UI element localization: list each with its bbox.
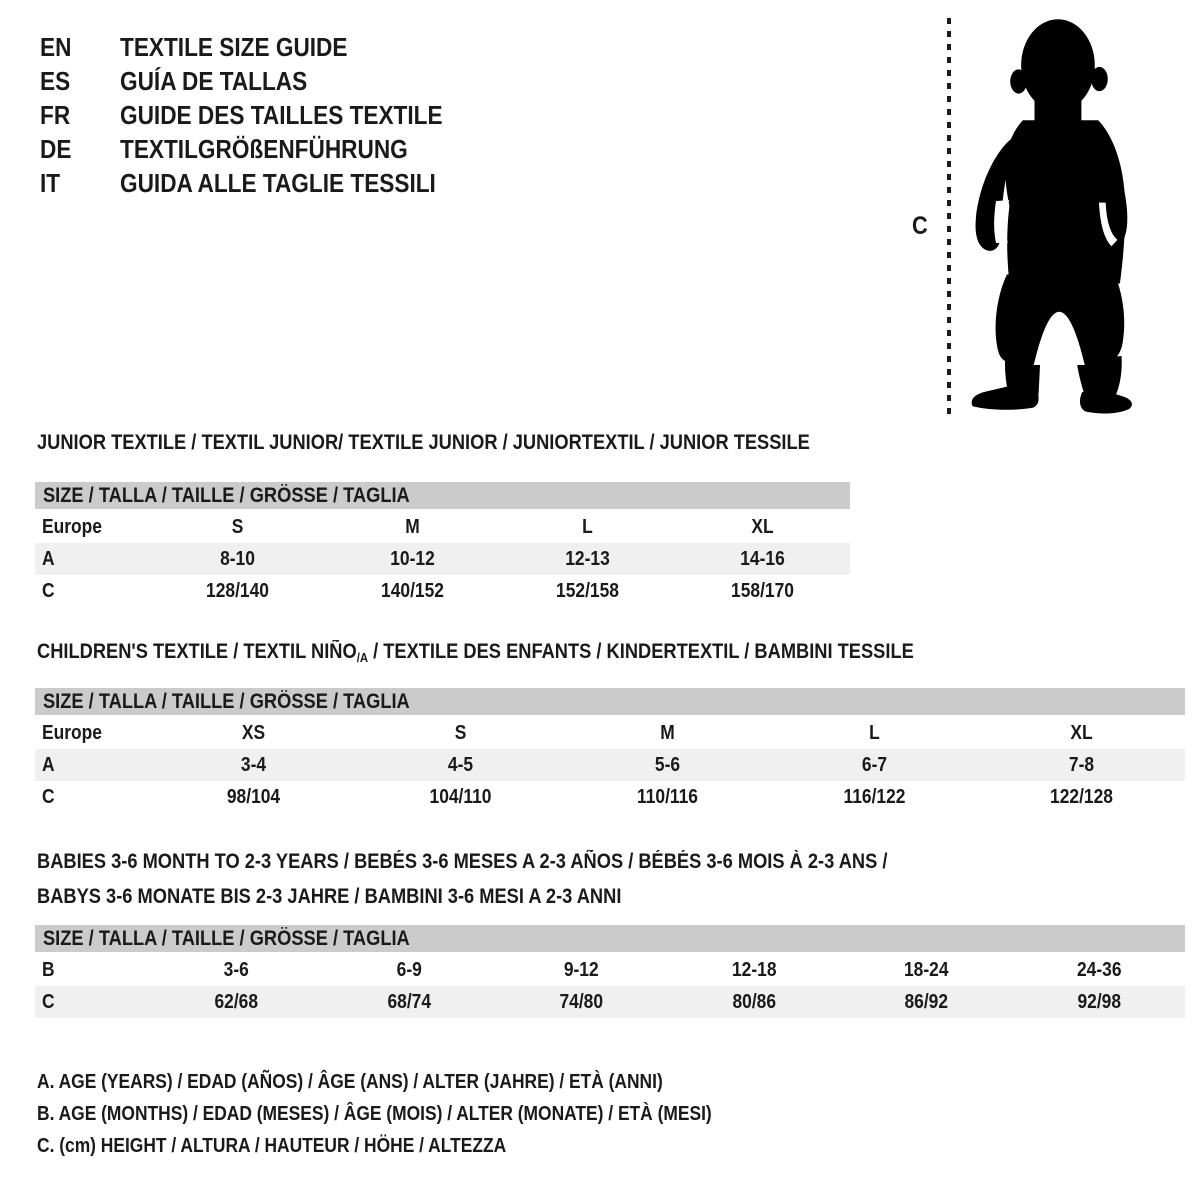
size-header-label: SIZE / TALLA / TAILLE / GRÖSSE / TAGLIA [43, 926, 410, 950]
age-cell: 6-7 [861, 753, 888, 776]
row-label: C [41, 785, 55, 808]
size-cell: M [405, 515, 420, 538]
babies-size-table [35, 925, 1185, 1018]
age-cell: 5-6 [654, 753, 681, 776]
row-label: B [41, 958, 55, 981]
language-row-es [40, 64, 491, 98]
height-cell: 92/98 [1076, 990, 1121, 1013]
language-code: FR [40, 99, 71, 130]
size-cell: M [660, 721, 675, 744]
size-cell: S [231, 515, 244, 538]
size-header-bar [35, 925, 1185, 952]
children-section-title [37, 641, 914, 665]
language-code: IT [40, 167, 61, 198]
language-title: GUÍA DE TALLAS [120, 65, 308, 96]
height-cell: 104/110 [429, 785, 492, 808]
height-cell: 116/122 [843, 785, 906, 808]
language-row-fr [40, 98, 491, 132]
age-cell: 12-18 [731, 958, 777, 981]
language-row-de [40, 132, 491, 166]
children-title-main: CHILDREN'S TEXTILE / TEXTIL NIÑO [37, 640, 357, 663]
age-cell: 9-12 [563, 958, 599, 981]
baby-silhouette-icon [960, 16, 1140, 420]
children-title-rest: / TEXTILE DES ENFANTS / KINDERTEXTIL / BAMBINI TESSILE [368, 640, 914, 663]
height-measure-label: C [912, 212, 928, 240]
height-cell: 80/86 [731, 990, 776, 1013]
language-title: TEXTILGRÖßENFÜHRUNG [120, 133, 408, 164]
language-row-it [40, 166, 491, 200]
size-cell: XL [1070, 721, 1093, 744]
age-cell: 14-16 [740, 547, 785, 570]
height-cell: 110/116 [637, 785, 698, 808]
row-label: A [41, 547, 55, 570]
height-cell: 140/152 [381, 579, 444, 602]
height-cell: 158/170 [731, 579, 794, 602]
age-cell: 3-6 [223, 958, 249, 981]
size-cell: XS [241, 721, 266, 744]
size-cell: XL [751, 515, 774, 538]
row-label: Europe [41, 721, 102, 744]
legend-line-a: A. AGE (YEARS) / EDAD (AÑOS) / ÂGE (ANS) / ALTER (JAHRE) / ETÀ (ANNI) [37, 1071, 663, 1093]
height-cell: 98/104 [226, 785, 281, 808]
row-label: C [41, 990, 55, 1013]
legend [37, 1066, 813, 1162]
age-cell: 4-5 [447, 753, 474, 776]
table-row [35, 575, 850, 607]
children-size-table [35, 688, 1185, 813]
table-row [35, 954, 1185, 986]
table-row [35, 511, 850, 543]
age-cell: 6-9 [396, 958, 422, 981]
size-header-bar [35, 482, 850, 509]
age-cell: 7-8 [1068, 753, 1095, 776]
legend-line-c: C. (cm) HEIGHT / ALTURA / HAUTEUR / HÖHE / ALTEZZA [37, 1135, 507, 1157]
table-row [35, 543, 850, 575]
age-cell: 8-10 [220, 547, 255, 570]
height-cell: 152/158 [556, 579, 619, 602]
size-header-label: SIZE / TALLA / TAILLE / GRÖSSE / TAGLIA [43, 483, 410, 507]
junior-size-table [35, 482, 850, 607]
babies-title-line1: BABIES 3-6 MONTH TO 2-3 YEARS / BEBÉS 3-6 MESES A 2-3 AÑOS / BÉBÉS 3-6 MOIS À 2-3 ANS / [37, 850, 888, 873]
language-row-en [40, 30, 491, 64]
legend-line-b: B. AGE (MONTHS) / EDAD (MESES) / ÂGE (MOIS) / ALTER (MONATE) / ETÀ (MESI) [37, 1103, 712, 1125]
height-cell: 74/80 [559, 990, 604, 1013]
row-label: A [41, 753, 55, 776]
height-cell: 86/92 [904, 990, 949, 1013]
height-cell: 128/140 [206, 579, 269, 602]
children-title-subscript: /A [356, 650, 369, 665]
language-title-list [40, 30, 491, 200]
height-measure-dashed-line [947, 18, 951, 416]
language-code: ES [40, 65, 71, 96]
table-row [35, 749, 1185, 781]
age-cell: 3-4 [240, 753, 267, 776]
age-cell: 18-24 [903, 958, 949, 981]
size-cell: L [582, 515, 593, 538]
language-title: GUIDE DES TAILLES TEXTILE [120, 99, 443, 130]
size-cell: S [454, 721, 467, 744]
height-cell: 122/128 [1050, 785, 1113, 808]
row-label: Europe [41, 515, 102, 538]
age-cell: 10-12 [390, 547, 435, 570]
height-cell: 62/68 [214, 990, 259, 1013]
babies-title-line2: BABYS 3-6 MONATE BIS 2-3 JAHRE / BAMBINI 3-6 MESI A 2-3 ANNI [37, 885, 622, 908]
language-code: EN [40, 31, 72, 62]
table-row [35, 717, 1185, 749]
language-title: TEXTILE SIZE GUIDE [120, 31, 348, 62]
junior-section-title: JUNIOR TEXTILE / TEXTIL JUNIOR/ TEXTILE JUNIOR / JUNIORTEXTIL / JUNIOR TESSILE [37, 431, 810, 454]
babies-section-title [37, 844, 887, 914]
age-cell: 24-36 [1076, 958, 1122, 981]
row-label: C [41, 579, 55, 602]
language-code: DE [40, 133, 72, 164]
size-header-label: SIZE / TALLA / TAILLE / GRÖSSE / TAGLIA [43, 689, 410, 713]
table-row [35, 781, 1185, 813]
height-cell: 68/74 [386, 990, 431, 1013]
size-cell: L [869, 721, 880, 744]
size-header-bar [35, 688, 1185, 715]
language-title: GUIDA ALLE TAGLIE TESSILI [120, 167, 436, 198]
age-cell: 12-13 [565, 547, 610, 570]
table-row [35, 986, 1185, 1018]
